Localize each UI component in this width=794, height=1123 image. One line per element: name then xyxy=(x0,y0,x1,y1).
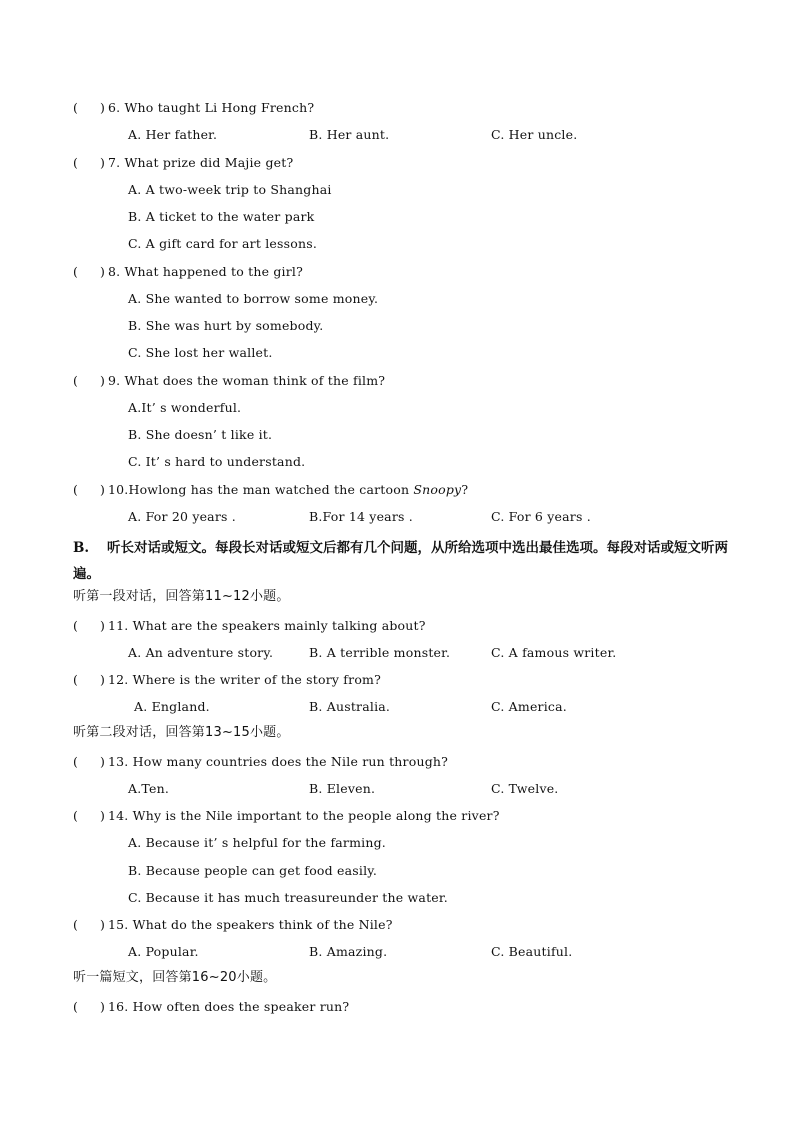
answer-bracket-close: ) xyxy=(100,917,106,932)
option-a: A. Because it’ s helpful for the farming. xyxy=(128,835,386,850)
question-text: 16. How often does the speaker run? xyxy=(108,999,350,1014)
answer-bracket-close: ) xyxy=(100,373,106,388)
answer-bracket-open: ( xyxy=(73,754,79,769)
option-c: C. She lost her wallet. xyxy=(128,345,273,360)
answer-bracket-open: ( xyxy=(73,618,79,633)
answer-bracket-open: ( xyxy=(73,917,79,932)
option-a: A. She wanted to borrow some money. xyxy=(128,291,379,306)
answer-bracket-open: ( xyxy=(73,808,79,823)
option-b: B. Australia. xyxy=(309,699,391,714)
option-a: A. An adventure story. xyxy=(128,645,274,660)
section-label: B. xyxy=(73,540,90,556)
option-b: B. Her aunt. xyxy=(309,127,390,142)
option-c: C. For 6 years . xyxy=(491,509,591,524)
question-text: 13. How many countries does the Nile run through? xyxy=(108,754,449,769)
cartoon-title: Snoopy xyxy=(413,482,462,497)
option-b: B. She was hurt by somebody. xyxy=(128,318,324,333)
option-c: C. A famous writer. xyxy=(491,645,617,660)
question-text: 12. Where is the writer of the story from? xyxy=(108,672,381,687)
option-c: C. Twelve. xyxy=(491,781,559,796)
option-a: A. A two-week trip to Shanghai xyxy=(128,182,332,197)
option-a: A. Her father. xyxy=(128,127,218,142)
option-b: B. Eleven. xyxy=(309,781,376,796)
answer-bracket-close: ) xyxy=(100,672,106,687)
answer-bracket-close: ) xyxy=(100,482,106,497)
question-text xyxy=(108,482,468,498)
answer-bracket-close: ) xyxy=(100,100,106,115)
answer-bracket-open: ( xyxy=(73,373,79,388)
option-c: C. Because it has much treasureunder the water. xyxy=(128,890,448,905)
question-text: 15. What do the speakers think of the Nile? xyxy=(108,917,393,932)
question-text: 7. What prize did Majie get? xyxy=(108,155,294,170)
section-b-instructions xyxy=(73,535,728,587)
option-b: B. A terrible monster. xyxy=(309,645,451,660)
answer-bracket-close: ) xyxy=(100,155,106,170)
answer-bracket-open: ( xyxy=(73,999,79,1014)
option-a: A. For 20 years . xyxy=(128,509,236,524)
question-text: 6. Who taught Li Hong French? xyxy=(108,100,315,115)
option-a: A.Ten. xyxy=(128,781,169,796)
option-b: B. A ticket to the water park xyxy=(128,209,315,224)
option-c: C. America. xyxy=(491,699,567,714)
option-a: A. Popular. xyxy=(128,944,199,959)
question-text: 14. Why is the Nile important to the people along the river? xyxy=(108,808,500,823)
option-b: B. Amazing. xyxy=(309,944,388,959)
option-c: C. A gift card for art lessons. xyxy=(128,236,318,251)
option-a: A.It’ s wonderful. xyxy=(128,400,242,415)
sub-heading-2: 听第二段对话，回答第13~15小题。 xyxy=(73,725,290,740)
option-b: B. Because people can get food easily. xyxy=(128,863,378,878)
question-text-main: 10.Howlong has the man watched the cartoon xyxy=(108,482,414,497)
option-b: B. She doesn’ t like it. xyxy=(128,427,273,442)
option-b: B.For 14 years . xyxy=(309,509,413,524)
option-c: C. Beautiful. xyxy=(491,944,573,959)
question-text: 11. What are the speakers mainly talking about? xyxy=(108,618,426,633)
option-c: C. It’ s hard to understand. xyxy=(128,454,306,469)
answer-bracket-close: ) xyxy=(100,808,106,823)
answer-bracket-open: ( xyxy=(73,482,79,497)
question-mark: ? xyxy=(461,482,469,497)
section-b-text: 听长对话或短文。每段长对话或短文后都有几个问题，从所给选项中选出最佳选项。每段对话或短文听两遍。 xyxy=(73,540,728,582)
answer-bracket-close: ) xyxy=(100,754,106,769)
answer-bracket-open: ( xyxy=(73,155,79,170)
question-text: 9. What does the woman think of the film? xyxy=(108,373,386,388)
answer-bracket-open: ( xyxy=(73,100,79,115)
answer-bracket-close: ) xyxy=(100,264,106,279)
sub-heading-3: 听一篇短文，回答第16~20小题。 xyxy=(73,970,277,985)
sub-heading-1: 听第一段对话，回答第11~12小题。 xyxy=(73,589,290,604)
option-a: A. England. xyxy=(134,699,210,714)
question-text: 8. What happened to the girl? xyxy=(108,264,304,279)
option-c: C. Her uncle. xyxy=(491,127,578,142)
answer-bracket-close: ) xyxy=(100,999,106,1014)
answer-bracket-open: ( xyxy=(73,264,79,279)
answer-bracket-open: ( xyxy=(73,672,79,687)
answer-bracket-close: ) xyxy=(100,618,106,633)
